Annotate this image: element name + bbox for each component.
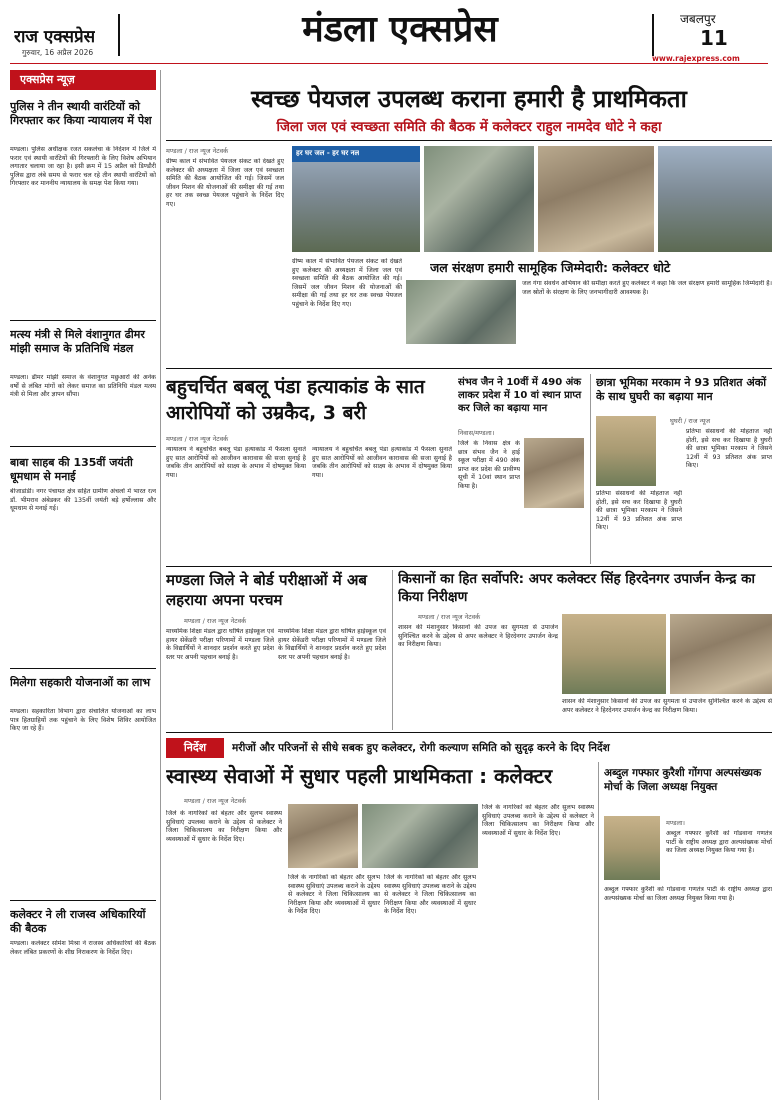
lead-photo-hall [658,146,772,252]
lead-banner-photo [292,146,420,252]
lead-photo-officials [538,146,654,252]
sidebar-divider [10,320,156,321]
health-byline: मण्डला / राज न्यूज नेटवर्क [184,797,247,805]
sidebar-story-headline: बाबा साहब की 135वीं जयंती धूमधाम से मनाई [10,456,133,483]
appoint-body-col2: अब्दुल गफ्फार कुरैशी को गोंडवाना गणतंत्र पार्टी के राष्ट्रीय अध्यक्ष द्वारा अल्पसंख्यक मोर्चा का जिला अध्यक्ष नियुक्त किया गया है। [604,886,772,902]
lead-body-column: ग्रीष्म काल में संभावित पेयजल संकट को देखते हुए कलेक्टर की अध्यक्षता में जिला जल एवं स्वच्छता समिति की बैठक आयोजित की गई। जिसमें जल जीवन मिशन की योजनाओं की समीक्षा की गई तथा हर घर तक स्वच्छ पेयजल पहुंचाने के निर्देश दिए गए। [292,258,402,308]
lead-banner-text: हर घर जल - हर घर नल [296,149,360,157]
health-photo-2 [362,804,478,868]
murder-body: न्यायालय ने बहुचर्चित बबलू पंडा हत्याकांड में फैसला सुनाते हुए सात आरोपियों को आजीवन कारावास की सजा सुनाई है जबकि तीन आरोपियों को साक्ष्य के अभाव में दोषमुक्त किया गया। [166,446,306,479]
section-rule [166,732,772,733]
lead-body: ग्रीष्म काल में संभावित पेयजल संकट को देखते हुए कलेक्टर की अध्यक्षता में जिला जल एवं स्वच्छता समिति की बैठक आयोजित की गई। जिसमें जल जीवन मिशन की योजनाओं की समीक्षा की गई तथा हर घर तक स्वच्छ पेयजल पहुंचाने के निर्देश दिए गए। [166,158,284,208]
sidebar-story-body: मण्डला। सहकारिता विभाग द्वारा संचालित योजनाओं का लाभ पात्र हितग्राहियों तक पहुंचाने के लिए विशेष शिविर आयोजित किए जा रहे हैं। [10,708,156,733]
board-body: माध्यमिक शिक्षा मंडल द्वारा घोषित हाईस्कूल एवं हायर सेकेंडरी परीक्षा परिणामों में मण्डला जिले के विद्यार्थियों ने शानदार प्रदर्शन करते हुए प्रदेश स्तर पर अपनी पहचान बनाई है। [166,628,274,661]
farmers-headline: किसानों का हित सर्वोपरि: अपर कलेक्टर सिंह हिरदेनगर उपार्जन केन्द्र का किया निरीक्षण [398,571,756,605]
sidebar-label: एक्सप्रेस न्यूज़ [10,70,156,90]
rank-byline: निवास/मण्डला। [458,429,495,437]
health-body-col2: जिले के नागरिकों को बेहतर और सुलभ स्वास्थ्य सुविधाएं उपलब्ध कराने के उद्देश्य से कलेक्टर ने जिला चिकित्सालय का निरीक्षण किया और व्यवस्थाओं में सुधार के निर्देश दिए। [288,874,380,916]
lead-subhead: जिला जल एवं स्वच्छता समिति की बैठक में कलेक्टर राहुल नामदेव धोटे ने कहा [276,119,662,135]
student-byline: घुघरी / राज न्यूज [670,417,711,425]
farmers-byline: मण्डला / राज न्यूज नेटवर्क [418,613,481,621]
masthead [0,0,778,64]
board-body-col2: माध्यमिक शिक्षा मंडल द्वारा घोषित हाईस्कूल एवं हायर सेकेंडरी परीक्षा परिणामों में मण्डला जिले के विद्यार्थियों ने शानदार प्रदर्शन करते हुए प्रदेश स्तर पर अपनी पहचान बनाई है। [278,628,386,661]
appoint-body: अब्दुल गफ्फार कुरैशी को गोंडवाना गणतंत्र पार्टी के राष्ट्रीय अध्यक्ष द्वारा अल्पसंख्यक मोर्चा का जिला अध्यक्ष नियुक्त किया गया है। [666,830,772,855]
lead-photo-meeting [424,146,534,252]
city-label: जबलपुर [680,12,716,26]
masthead-rule [10,63,768,64]
lead-photo-water [406,280,516,344]
page-number: 11 [700,26,728,50]
health-body-col3: जिले के नागरिकों को बेहतर और सुलभ स्वास्थ्य सुविधाएं उपलब्ध कराने के उद्देश्य से कलेक्टर ने जिला चिकित्सालय का निरीक्षण किया और व्यवस्थाओं में सुधार के निर्देश दिए। [384,874,476,916]
board-byline: मण्डला / राज न्यूज नेटवर्क [184,617,247,625]
student-headline: छात्रा भूमिका मरकाम ने 93 प्रतिशत अंकों के साथ घुघरी का बढ़ाया मान [596,376,767,403]
health-body-col4: जिले के नागरिकों को बेहतर और सुलभ स्वास्थ्य सुविधाएं उपलब्ध कराने के उद्देश्य से कलेक्टर ने जिला चिकित्सालय का निरीक्षण किया और व्यवस्थाओं में सुधार के निर्देश दिए। [482,804,594,837]
farmers-photo-2 [670,614,772,694]
section-rule [166,566,772,567]
directive-text: मरीजों और परिजनों से सीधे सबक हुए कलेक्टर, रोगी कल्याण समिति को सुदृढ़ करने के दिए निर्देश [232,742,610,754]
lead-rule [166,140,772,141]
sidebar-divider [10,900,156,901]
sidebar-story-headline: कलेक्टर ने ली राजस्व अधिकारियों की बैठक [10,908,146,935]
lead-headline: स्वच्छ पेयजल उपलब्ध कराना हमारी है प्राथमिकता [251,85,687,113]
column-divider [590,374,591,564]
rank-headline: संभव जैन ने 10वीं में 490 अंक लाकर प्रदेश में 10 वां स्थान प्राप्त कर जिले का बढ़ाया मान [458,377,582,414]
board-headline: मण्डला जिले ने बोर्ड परीक्षाओं में अब लहराया अपना परचम [166,571,367,609]
sidebar [10,70,156,1100]
student-photo [596,416,656,486]
masthead-divider-right [652,14,654,56]
rank-photo [524,438,584,508]
lead-byline: मण्डला / राज न्यूज नेटवर्क [166,147,229,155]
sidebar-story-headline: पुलिस ने तीन स्थायी वारंटियों को गिरफ्तार कर किया न्यायालय में पेश [10,100,152,127]
sidebar-story-body: मण्डला। कलेक्टर सोमेश मिश्रा ने राजस्व अधिकारियों की बैठक लेकर लंबित प्रकरणों के शीघ्र निराकरण के निर्देश दिए। [10,940,156,956]
murder-body-col2: न्यायालय ने बहुचर्चित बबलू पंडा हत्याकांड में फैसला सुनाते हुए सात आरोपियों को आजीवन कारावास की सजा सुनाई है जबकि तीन आरोपियों को साक्ष्य के अभाव में दोषमुक्त किया गया। [312,446,452,479]
health-body: जिले के नागरिकों को बेहतर और सुलभ स्वास्थ्य सुविधाएं उपलब्ध कराने के उद्देश्य से कलेक्टर ने जिला चिकित्सालय का निरीक्षण किया और व्यवस्थाओं में सुधार के निर्देश दिए। [166,810,282,843]
appoint-headline: अब्दुल गफ्फार कुरैशी गोंगपा अल्पसंख्यक मोर्चा के जिला अध्यक्ष नियुक्त [604,767,762,793]
directive-label: निर्देश [166,738,224,758]
website-link[interactable]: www.rajexpress.com [652,54,740,63]
appoint-photo [604,816,660,880]
student-body-col2: प्रतिभा संसाधनों की मोहताज नहीं होती, इसे सच कर दिखाया है घुघरी की छात्रा भूमिका मरकाम ने जिसने 12वीं में 93 प्रतिशत अंक प्राप्त किए। [686,428,772,470]
masthead-divider-left [118,14,120,56]
sidebar-story-headline: मिलेगा सहकारी योजनाओं का लाभ [10,676,151,689]
issue-date: गुरुवार, 16 अप्रैल 2026 [22,48,94,57]
page-title: मंडला एक्सप्रेस [302,9,498,50]
murder-byline: मण्डला / राज न्यूज नेटवर्क [166,435,229,443]
brand-left: राज एक्सप्रेस [14,27,96,47]
health-photo-1 [288,804,358,868]
sidebar-story-body: बीजाडांडी। नगर पंचायत क्षेत्र सहित ग्रामीण अंचलों में भारत रत्न डॉ. भीमराव अंबेडकर की 135वीं जयंती बड़े हर्षोल्लास और धूमधाम से मनाई गई। [10,488,156,513]
lead-bottom-rule [166,368,772,369]
column-divider [598,762,599,1100]
lead-banner-strip [292,146,420,162]
sidebar-divider [10,668,156,669]
health-headline: स्वास्थ्य सेवाओं में सुधार पहली प्राथमिकता : कलेक्टर [166,764,553,788]
sidebar-divider [10,446,156,447]
column-divider [392,570,393,730]
murder-headline: बहुचर्चित बबलू पंडा हत्याकांड के सात आरोपियों को उम्रकैद, 3 बरी [166,376,425,424]
farmers-photo-1 [562,614,666,694]
rank-body: जिले के निवास क्षेत्र के छात्र संभव जैन ने हाई स्कूल परीक्षा में 490 अंक प्राप्त कर प्रदेश की प्रावीण्य सूची में 10वां स्थान प्राप्त किया है। [458,440,520,490]
lead-sub-headline: जल संरक्षण हमारी सामूहिक जिम्मेदारी: कलेक्टर धोटे [430,260,671,275]
lead-sub-body: जल गंगा संवर्धन अभियान की समीक्षा करते हुए कलेक्टर ने कहा कि जल संरक्षण हमारी सामूहिक जिम्मेदारी है। जल स्रोतों के संरक्षण के लिए जनभागीदारी आवश्यक है। [522,280,772,296]
student-body: प्रतिभा संसाधनों की मोहताज नहीं होती, इसे सच कर दिखाया है घुघरी की छात्रा भूमिका मरकाम ने जिसने 12वीं में 93 प्रतिशत अंक प्राप्त किए। [596,490,682,532]
sidebar-story-body: मण्डला। पुलिस अधीक्षक रजत सकलेचा के निर्देशन में जिले में फरार एवं स्थायी वारंटियों की गिरफ्तारी के लिए विशेष अभियान लगातार चलाया जा रहा है। इसी क्रम में 15 अप्रैल को डिण्डौरी पुलिस द्वारा लंबे समय से फरार चल रहे तीन स्थायी वारंटियों को गिरफ्तार कर माननीय न्यायालय के समक्ष पेश किया गया। [10,146,156,188]
sidebar-story-body: मण्डला। ढीमर मांझी समाज के वंशानुगत मछुआरों की अनेक वर्षों से लंबित मांगों को लेकर समाज का प्रतिनिधि मंडल मत्स्य मंत्री से मिला और ज्ञापन सौंपा। [10,374,156,399]
farmers-body-col2: शासन की मंशानुसार किसानों की उपज का सुगमता से उपार्जन सुनिश्चित करने के उद्देश्य से अपर कलेक्टर ने हिरदेनगर उपार्जन केन्द्र का निरीक्षण किया। [562,698,772,714]
appoint-byline: मण्डला। [666,819,686,827]
sidebar-story-headline: मत्स्य मंत्री से मिले वंशानुगत ढीमर मांझी समाज के प्रतिनिधि मंडल [10,328,145,355]
farmers-body: शासन की मंशानुसार किसानों की उपज का सुगमता से उपार्जन सुनिश्चित करने के उद्देश्य से अपर कलेक्टर ने हिरदेनगर उपार्जन केन्द्र का निरीक्षण किया। [398,624,558,649]
column-divider [160,70,161,1100]
